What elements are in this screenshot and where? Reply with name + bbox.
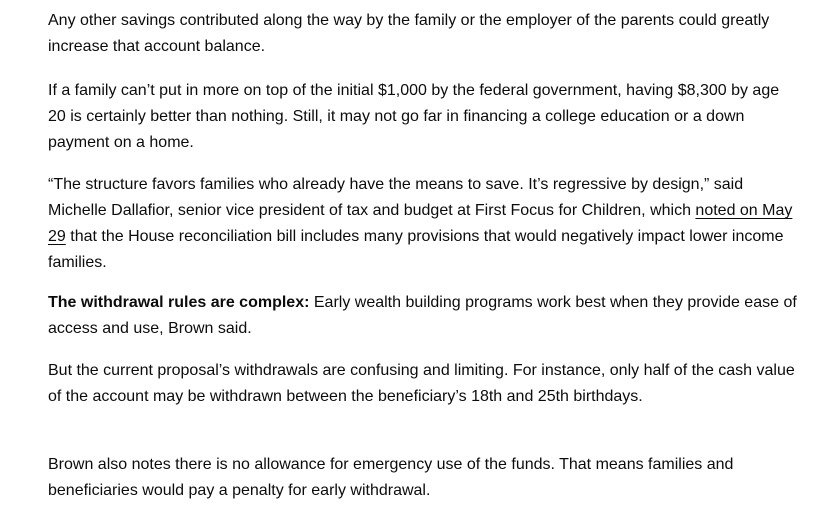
paragraph-dallafior-quote bbox=[48, 172, 798, 276]
paragraph-initial-deposit bbox=[48, 78, 798, 156]
paragraph-text: Early wealth building programs work best when they provide ease of access and use, Brown said. bbox=[48, 294, 797, 337]
paragraph-withdrawal-limits bbox=[48, 358, 798, 410]
paragraph-text: But the current proposal’s withdrawals are confusing and limiting. For instance, only half of the cash value of the account may be withdrawn between the beneficiary’s 18th and 25th birthdays. bbox=[48, 362, 795, 405]
paragraph-text: Brown also notes there is no allowance for emergency use of the funds. That means families and beneficiaries would pay a penalty for early withdrawal. bbox=[48, 456, 734, 499]
paragraph-emergency-use bbox=[48, 452, 798, 504]
paragraph-withdrawal-rules bbox=[48, 290, 798, 342]
noted-on-may-29-link[interactable]: noted on May 29 bbox=[48, 202, 793, 245]
bold-lead-in: The withdrawal rules are complex: bbox=[48, 294, 310, 311]
paragraph-text: Any other savings contributed along the way by the family or the employer of the parents could greatly increase that account balance. bbox=[48, 12, 770, 55]
paragraph-text: that the House reconciliation bill includes many provisions that would negatively impact lower income families. bbox=[48, 228, 784, 271]
paragraph-savings-contributions bbox=[48, 8, 798, 60]
paragraph-text: “The structure favors families who already have the means to save. It’s regressive by design,” said Michelle Dallafior, senior vice president of tax and budget at First Focus for Children, which bbox=[48, 176, 744, 219]
paragraph-text: If a family can’t put in more on top of the initial $1,000 by the federal government, having $8,300 by age 20 is certainly better than nothing. Still, it may not go far in financing a college education or a down payment on a home. bbox=[48, 82, 780, 151]
